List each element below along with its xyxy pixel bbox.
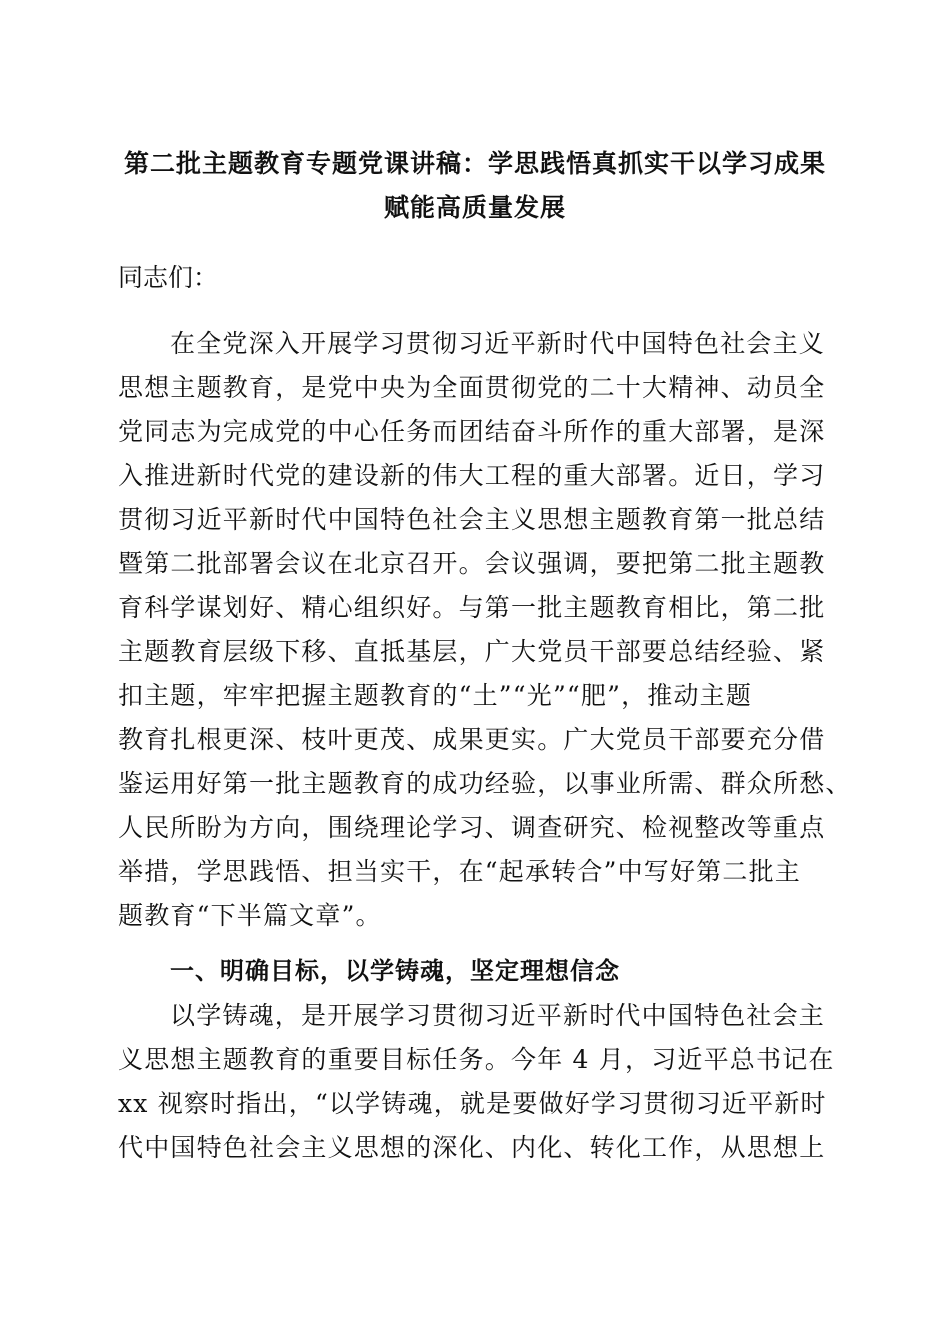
- paragraph-line: 党同志为完成党的中心任务而团结奋斗所作的重大部署，是深: [118, 417, 826, 446]
- salutation: 同志们：: [118, 263, 219, 292]
- paragraph-line: 义思想主题教育的重要目标任务。今年 4 月，习近平总书记在: [118, 1045, 835, 1074]
- paragraph-line: xx 视察时指出，“以学铸魂，就是要做好学习贯彻习近平新时: [118, 1089, 827, 1118]
- paragraph-line: 代中国特色社会主义思想的深化、内化、转化工作，从思想上: [118, 1133, 826, 1162]
- paragraph-line: 在全党深入开展学习贯彻习近平新时代中国特色社会主义: [170, 329, 826, 358]
- paragraph-line: 暨第二批部署会议在北京召开。会议强调，要把第二批主题教: [118, 549, 826, 578]
- paragraph-2: [118, 994, 838, 1170]
- document-title: [110, 142, 840, 230]
- paragraph-line: 思想主题教育，是党中央为全面贯彻党的二十大精神、动员全: [118, 373, 826, 402]
- paragraph-line: 扣主题，牢牢把握主题教育的“土”“光”“肥”，推动主题: [118, 681, 753, 710]
- section-heading-1: 一、明确目标，以学铸魂，坚定理想信念: [170, 957, 620, 985]
- title-line-2: 赋能高质量发展: [383, 193, 566, 222]
- paragraph-line: 贯彻习近平新时代中国特色社会主义思想主题教育第一批总结: [118, 505, 826, 534]
- paragraph-line: 育科学谋划好、精心组织好。与第一批主题教育相比，第二批: [118, 593, 826, 622]
- paragraph-line: 举措，学思践悟、担当实干，在“起承转合”中写好第二批主: [118, 857, 801, 886]
- paragraph-line: 入推进新时代党的建设新的伟大工程的重大部署。近日，学习: [118, 461, 826, 490]
- paragraph-line: 人民所盼为方向，围绕理论学习、调查研究、检视整改等重点: [118, 813, 826, 842]
- paragraph-line: 教育扎根更深、枝叶更茂、成果更实。广大党员干部要充分借: [118, 725, 826, 754]
- title-line-1: 第二批主题教育专题党课讲稿：学思践悟真抓实干以学习成果: [123, 149, 826, 178]
- paragraph-1: [118, 322, 852, 938]
- paragraph-line: 题教育“下半篇文章”。: [118, 901, 382, 930]
- paragraph-line: 以学铸魂，是开展学习贯彻习近平新时代中国特色社会主: [170, 1001, 826, 1030]
- paragraph-line: 鉴运用好第一批主题教育的成功经验，以事业所需、群众所愁、: [118, 769, 852, 798]
- paragraph-line: 主题教育层级下移、直抵基层，广大党员干部要总结经验、紧: [118, 637, 826, 666]
